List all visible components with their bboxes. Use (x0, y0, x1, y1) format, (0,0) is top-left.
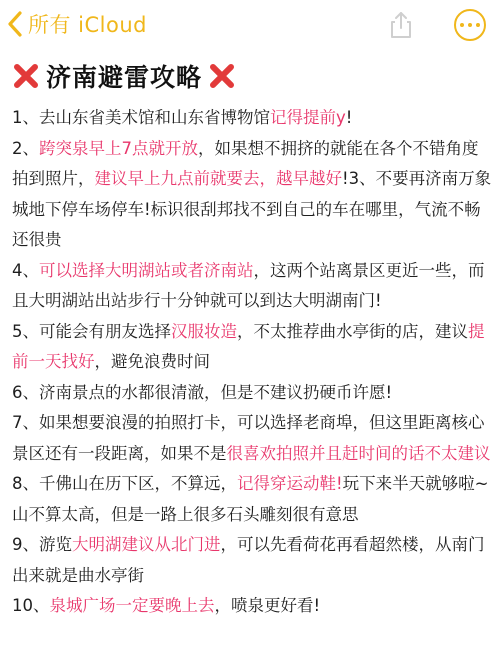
highlight-text: 可以选择大明湖站或者济南站 (39, 260, 254, 280)
title-text: 济南避雷攻略 (46, 63, 203, 92)
highlight-text: 建议早上九点前就要去，越早越好 (94, 169, 342, 188)
page-title (12, 58, 492, 94)
highlight-text: 大明湖建议从北门进 (72, 535, 221, 554)
back-button[interactable] (6, 6, 147, 42)
highlight-text: 汉服妆造 (171, 321, 237, 341)
red-x-icon (208, 62, 236, 90)
tip-item: 5、可能会有朋友选择汉服妆造，不太推荐曲水亭街的店，建议提前一天找好，避免浪费时间 (12, 321, 485, 371)
tip-item: 7、如果想要浪漫的拍照打卡，可以选择老商埠，但这里距离核心景区还有一段距离，如果不是很喜欢拍照并且赶时间的话不太建议 (12, 413, 491, 463)
tips-list (12, 103, 492, 622)
tip-item: 10、泉城广场一定要晚上去，喷泉更好看! (12, 596, 321, 615)
highlight-text: 记得穿运动鞋! (237, 474, 343, 493)
tip-item: 9、游览大明湖建议从北门进，可以先看荷花再看超然楼，从南门出来就是曲水亭街 (12, 535, 485, 585)
highlight-text: 记得提前y (270, 108, 346, 127)
chevron-left-icon (6, 10, 24, 38)
highlight-text: 很喜欢拍照并且赶时间的话不太建议 (226, 443, 491, 463)
top-navigation-bar (0, 0, 500, 50)
highlight-text: 跨突泉早上7点就开放 (39, 138, 198, 158)
highlight-text: 泉城广场一定要晚上去 (49, 596, 215, 615)
ellipsis-circle-icon[interactable] (454, 9, 486, 41)
tip-item: 2、跨突泉早上7点就开放，如果想不拥挤的就能在各个不错角度拍到照片，建议早上九点前就要去，越早越好!3、不要再济南万象城地下停车场停车!标识很刮邦找不到自己的车在哪里，气流不畅还很贵 (12, 138, 492, 249)
share-icon[interactable] (386, 10, 416, 40)
highlight-text: 提前一天找好 (12, 321, 485, 371)
back-label: 所有 iCloud (28, 13, 147, 37)
tip-item: 8、千佛山在历下区，不算远，记得穿运动鞋!玩下来半天就够啦~山不算太高，但是一路上很多石头雕刻很有意思 (12, 474, 489, 524)
tip-item: 1、去山东省美术馆和山东省博物馆记得提前y! (12, 108, 353, 127)
red-x-icon (12, 62, 40, 90)
tip-item: 4、可以选择大明湖站或者济南站，这两个站离景区更近一些，而且大明湖站出站步行十分钟就可以到达大明湖南门! (12, 260, 485, 310)
tip-item: 6、济南景点的水都很清澈，但是不建议扔硬币许愿! (12, 382, 393, 402)
